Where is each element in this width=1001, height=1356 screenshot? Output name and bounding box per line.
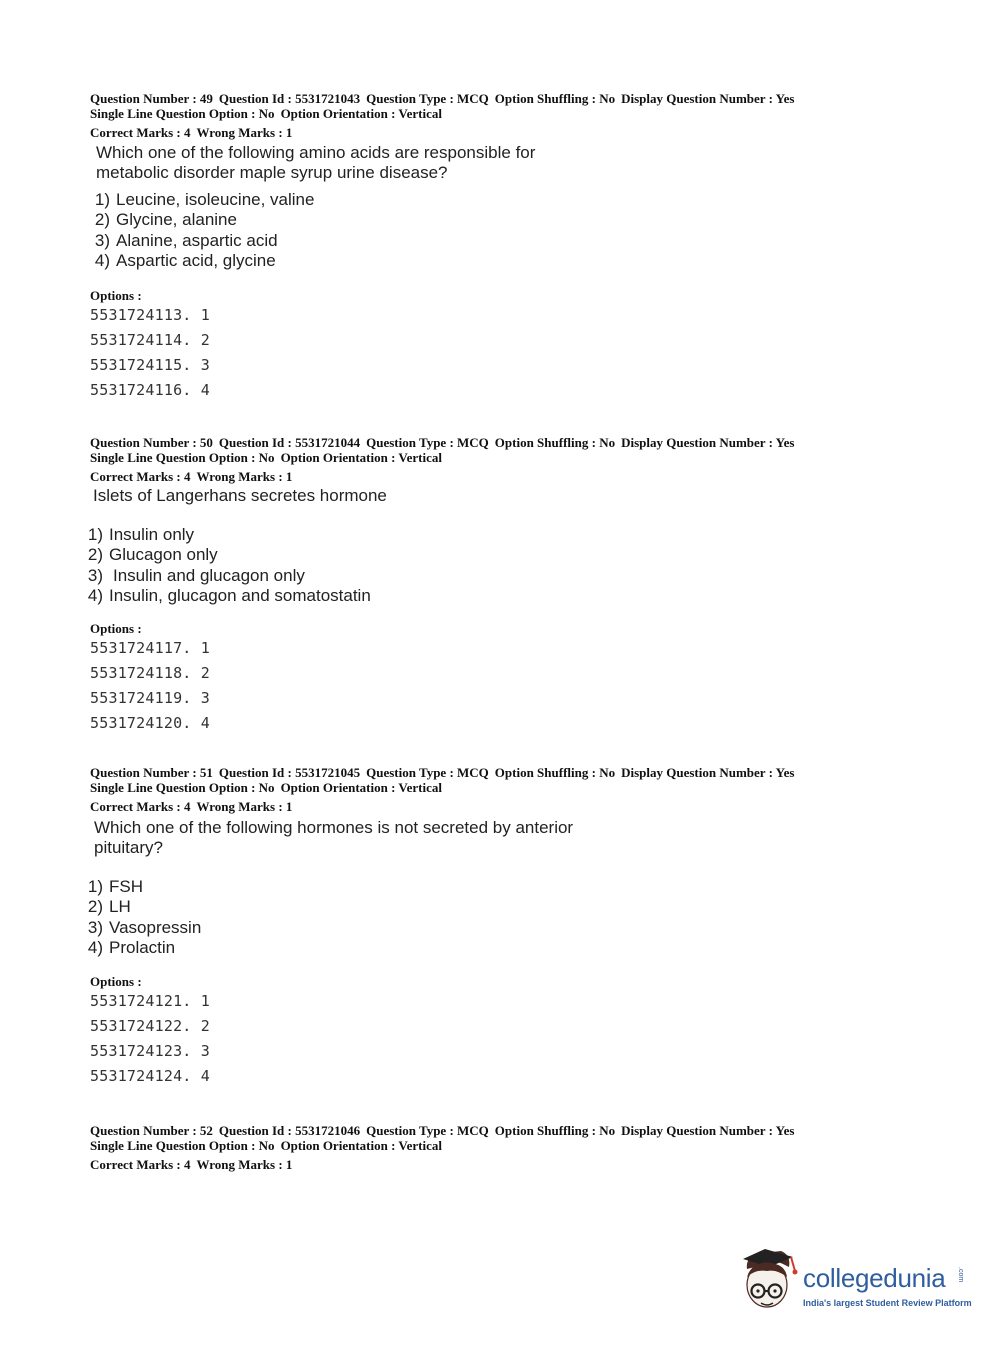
mascot-icon — [741, 1247, 803, 1317]
collegedunia-logo[interactable] — [741, 1247, 971, 1317]
options-label: Options : — [90, 620, 142, 636]
option-id: 5531724121. 1 — [90, 991, 210, 1010]
answer-choices — [77, 877, 970, 959]
option-id: 5531724117. 1 — [90, 638, 210, 657]
option-ids — [90, 636, 970, 737]
answer-choice: 3) Vasopressin — [87, 917, 202, 937]
question-meta-line2: Single Line Question Option : No Option Orientation : Vertical — [90, 449, 442, 465]
option-id: 5531724113. 1 — [90, 305, 210, 324]
answer-choice: 4) Aspartic acid, glycine — [94, 251, 276, 270]
answer-choice: 4) Prolactin — [87, 938, 176, 957]
answer-choice: 3) Insulin and glucagon only — [87, 565, 305, 585]
question-51 — [87, 765, 970, 1090]
option-id: 5531724119. 3 — [90, 689, 210, 708]
question-meta-line1: Question Number : 52 Question Id : 5531721046 Question Type : MCQ Option Shuffling : No Display Question Number : Yes — [90, 1123, 795, 1138]
option-ids — [90, 989, 970, 1090]
question-meta-line1: Question Number : 51 Question Id : 5531721045 Question Type : MCQ Option Shuffling : No Display Question Number : Yes — [90, 765, 795, 780]
question-marks: Correct Marks : 4 Wrong Marks : 1 — [90, 799, 293, 814]
question-text: Islets of Langerhans secretes hormone — [93, 485, 387, 505]
answer-choice: 4) Insulin, glucagon and somatostatin — [87, 586, 371, 605]
question-52 — [90, 1124, 970, 1173]
answer-choice: 1) FSH — [87, 876, 143, 896]
option-id: 5531724123. 3 — [90, 1042, 210, 1061]
answer-choice: 3) Alanine, aspartic acid — [94, 230, 278, 250]
answer-choices — [77, 525, 970, 607]
question-meta-line2: Single Line Question Option : No Option Orientation : Vertical — [90, 779, 442, 795]
option-ids — [90, 303, 970, 404]
logo-wordmark: collegedunia — [803, 1263, 946, 1293]
answer-choice: 2) Glycine, alanine — [94, 210, 237, 229]
answer-choice: 1) Insulin only — [87, 524, 195, 544]
question-meta-line2: Single Line Question Option : No Option Orientation : Vertical — [90, 105, 442, 121]
question-marks: Correct Marks : 4 Wrong Marks : 1 — [90, 1157, 293, 1172]
answer-choices — [84, 190, 970, 272]
option-id: 5531724122. 2 — [90, 1016, 210, 1035]
answer-choice: 2) LH — [87, 897, 131, 916]
question-meta-line2: Single Line Question Option : No Option Orientation : Vertical — [90, 1137, 442, 1153]
logo-tagline: India's largest Student Review Platform — [803, 1298, 972, 1308]
question-50 — [87, 435, 970, 737]
question-49 — [90, 92, 970, 404]
question-marks: Correct Marks : 4 Wrong Marks : 1 — [90, 469, 293, 484]
question-text: Which one of the following hormones is not secreted by anterior pituitary? — [94, 817, 574, 857]
question-meta-line1: Question Number : 50 Question Id : 5531721044 Question Type : MCQ Option Shuffling : No Display Question Number : Yes — [90, 435, 795, 450]
option-id: 5531724116. 4 — [90, 381, 210, 400]
option-id: 5531724114. 2 — [90, 330, 210, 349]
logo-suffix: .com — [957, 1267, 964, 1283]
option-id: 5531724115. 3 — [90, 356, 210, 375]
answer-choice: 1) Leucine, isoleucine, valine — [94, 189, 315, 209]
answer-choice: 2) Glucagon only — [87, 545, 218, 564]
option-id: 5531724120. 4 — [90, 714, 210, 733]
question-meta-line1: Question Number : 49 Question Id : 5531721043 Question Type : MCQ Option Shuffling : No Display Question Number : Yes — [90, 91, 795, 106]
question-marks: Correct Marks : 4 Wrong Marks : 1 — [90, 125, 293, 140]
option-id: 5531724118. 2 — [90, 663, 210, 682]
option-id: 5531724124. 4 — [90, 1067, 210, 1086]
options-label: Options : — [90, 973, 142, 989]
options-label: Options : — [90, 287, 142, 303]
question-text: Which one of the following amino acids are responsible for metabolic disorder maple syrup urine disease? — [96, 142, 536, 182]
